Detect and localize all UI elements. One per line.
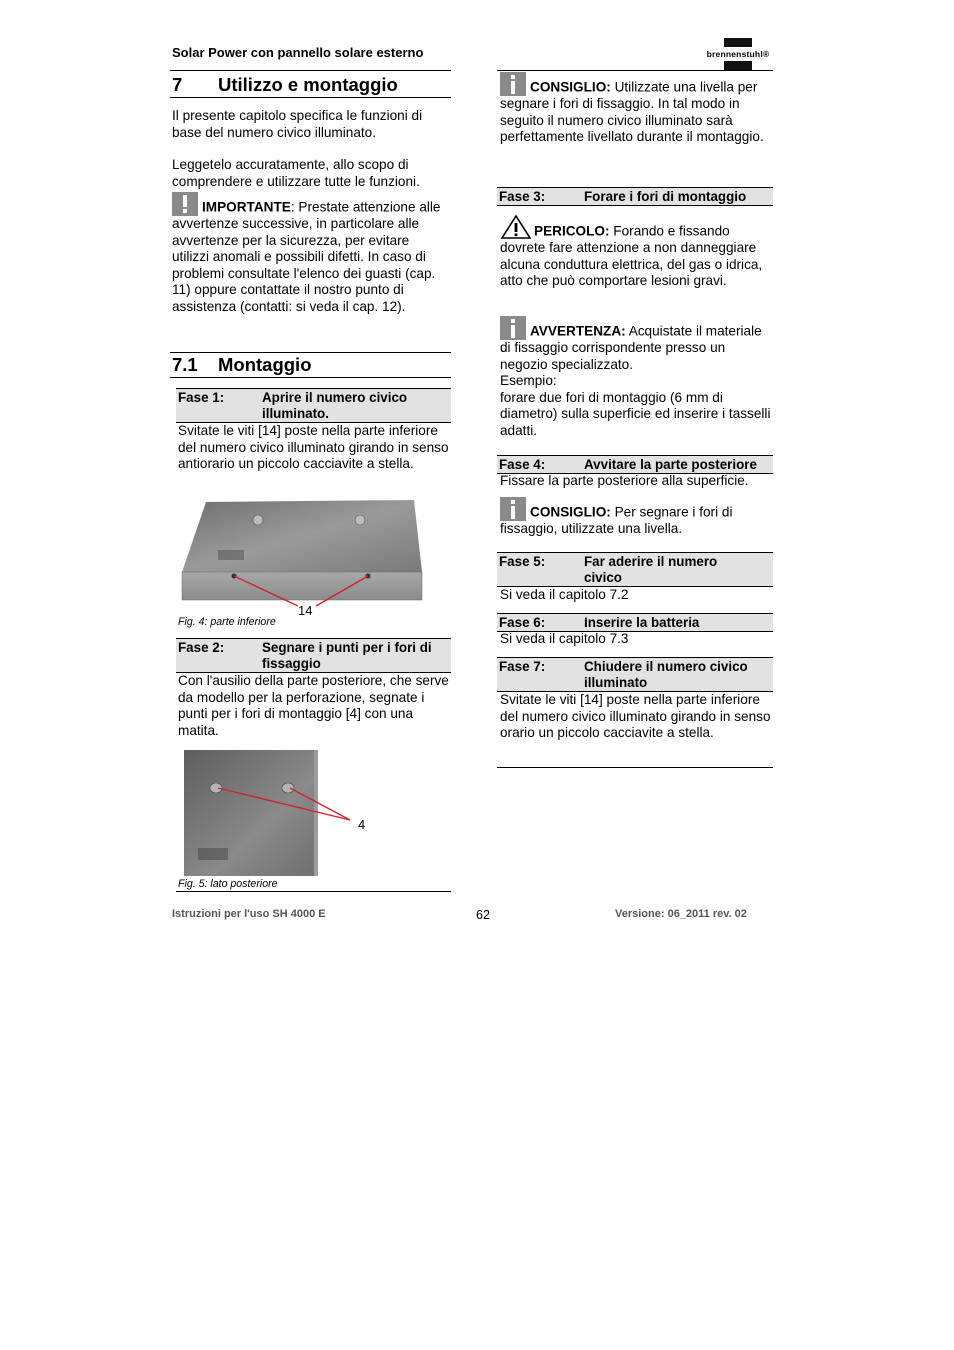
footer-version: Versione: 06_2011 rev. 02	[615, 908, 747, 920]
step-4-text: Fissare la parte posteriore alla superficie.	[500, 473, 749, 488]
figure-5-back-side	[180, 748, 380, 878]
danger-triangle-icon	[500, 214, 532, 240]
left-column-bottom-rule	[176, 891, 451, 892]
step-6-text: Si veda il capitolo 7.3	[500, 631, 629, 646]
step-1-text: Svitate le viti [14] poste nella parte inferiore del numero civico illuminato girando in senso antiorario un piccolo cacciavite a stella.	[178, 423, 449, 472]
warning-example-label: Esempio:	[500, 373, 557, 389]
tip-2-text: Per segnare i fori di fissaggio, utilizzate una livella.	[500, 504, 733, 536]
step-1-label: Fase 1:	[178, 390, 225, 405]
important-text: : Prestate attenzione alle avvertenze successive, in particolare alle avvertenze per la sicurezza, per evitare utilizzi anomali e possibili difetti. In caso di problemi consultate l'elenco dei guasti (cap. 11) oppure contattate il nostro punto di assistenza (contatti: si veda il cap. 12).	[172, 199, 441, 314]
info-icon	[500, 72, 526, 96]
step-1-header	[176, 388, 451, 423]
important-label: IMPORTANTE	[202, 199, 291, 215]
step-2-header	[176, 638, 451, 673]
tip-note-2	[500, 497, 774, 538]
warning-example-text: forare due fori di montaggio (6 mm di diametro) sulla superficie ed inserire i tasselli adatti.	[500, 389, 771, 438]
tip-1-label: CONSIGLIO:	[530, 79, 611, 95]
document-header-title: Solar Power con pannello solare esterno	[172, 45, 424, 60]
danger-text: Forando e fissando dovrete fare attenzione a non danneggiare alcuna conduttura elettrica, del gas o idrica, atto che può comportare lesioni gravi.	[500, 223, 763, 289]
danger-label: PERICOLO:	[534, 223, 610, 239]
step-7-header	[497, 657, 773, 692]
tip-note-1	[500, 72, 774, 146]
section-rule-top	[170, 352, 451, 353]
warning-label: AVVERTENZA:	[530, 323, 626, 339]
step-2-title: Segnare i punti per i fori di fissaggio	[262, 640, 432, 671]
step-4-label: Fase 4:	[499, 457, 546, 472]
step-2-text: Con l'ausilio della parte posteriore, che serve da modello per la perforazione, segnate i punti per i fori di montaggio [4] con una matita.	[178, 673, 449, 738]
step-6-header	[497, 613, 773, 632]
header-rule-left	[170, 70, 451, 71]
step-6-title: Inserire la batteria	[584, 615, 700, 630]
chapter-intro-1: Il presente capitolo specifica le funzioni di base del numero civico illuminato.	[172, 108, 423, 140]
chapter-rule	[170, 97, 451, 98]
step-6-label: Fase 6:	[499, 615, 546, 630]
figure-4-illustration	[178, 498, 428, 618]
warning-note	[500, 316, 774, 440]
danger-note	[500, 214, 774, 290]
step-5-text: Si veda il capitolo 7.2	[500, 587, 629, 602]
step-4-header	[497, 455, 773, 474]
info-icon	[500, 316, 526, 340]
header-rule-right	[497, 70, 773, 71]
step-7-label: Fase 7:	[499, 659, 546, 674]
step-7-title: Chiudere il numero civico illuminato	[584, 659, 748, 690]
chapter-number: 7	[172, 74, 183, 95]
figure-5-illustration	[180, 748, 380, 878]
figure-4-callout: 14	[298, 603, 313, 618]
right-column-bottom-rule	[497, 767, 773, 768]
step-3-label: Fase 3:	[499, 189, 546, 204]
step-7-text: Svitate le viti [14] poste nella parte inferiore del numero civico illuminato girando in senso orario un piccolo cacciavite a stella.	[500, 692, 771, 741]
brand-logo-text: brennenstuhl®	[706, 49, 770, 59]
brand-logo	[706, 38, 770, 70]
section-number: 7.1	[172, 354, 198, 375]
step-5-label: Fase 5:	[499, 554, 546, 569]
chapter-intro-2: Leggetelo accuratamente, allo scopo di comprendere e utilizzare tutte le funzioni.	[172, 157, 420, 189]
chapter-heading	[172, 74, 398, 96]
tip-1-text: Utilizzate una livella per segnare i fori di fissaggio. In tal modo in seguito il numero civico illuminato sarà perfettamente livellato durante il montaggio.	[500, 79, 764, 145]
footer-manual-title: Istruzioni per l'uso SH 4000 E	[172, 908, 326, 920]
figure-4-bottom-part	[178, 498, 428, 618]
figure-4-caption: Fig. 4: parte inferiore	[178, 616, 276, 628]
step-3-title: Forare i fori di montaggio	[584, 189, 747, 204]
step-1-title: Aprire il numero civico illuminato.	[262, 390, 408, 421]
step-2-label: Fase 2:	[178, 640, 225, 655]
step-5-header	[497, 552, 773, 587]
important-note	[172, 192, 450, 316]
footer-page-number: 62	[476, 908, 490, 922]
step-3-header	[497, 187, 773, 206]
chapter-title: Utilizzo e montaggio	[218, 74, 398, 95]
figure-5-caption: Fig. 5: lato posteriore	[178, 878, 278, 890]
warning-exclamation-icon	[172, 192, 198, 216]
info-icon	[500, 497, 526, 521]
step-4-title: Avvitare la parte posteriore	[584, 457, 757, 472]
warning-text: Acquistate il materiale di fissaggio corrispondente presso un negozio specializzato.	[500, 323, 762, 372]
section-title: Montaggio	[218, 354, 312, 375]
step-5-title: Far aderire il numero civico	[584, 554, 718, 585]
section-heading	[172, 354, 312, 376]
tip-2-label: CONSIGLIO:	[530, 504, 611, 520]
section-rule-bottom	[170, 377, 451, 378]
figure-5-callout: 4	[358, 817, 366, 832]
